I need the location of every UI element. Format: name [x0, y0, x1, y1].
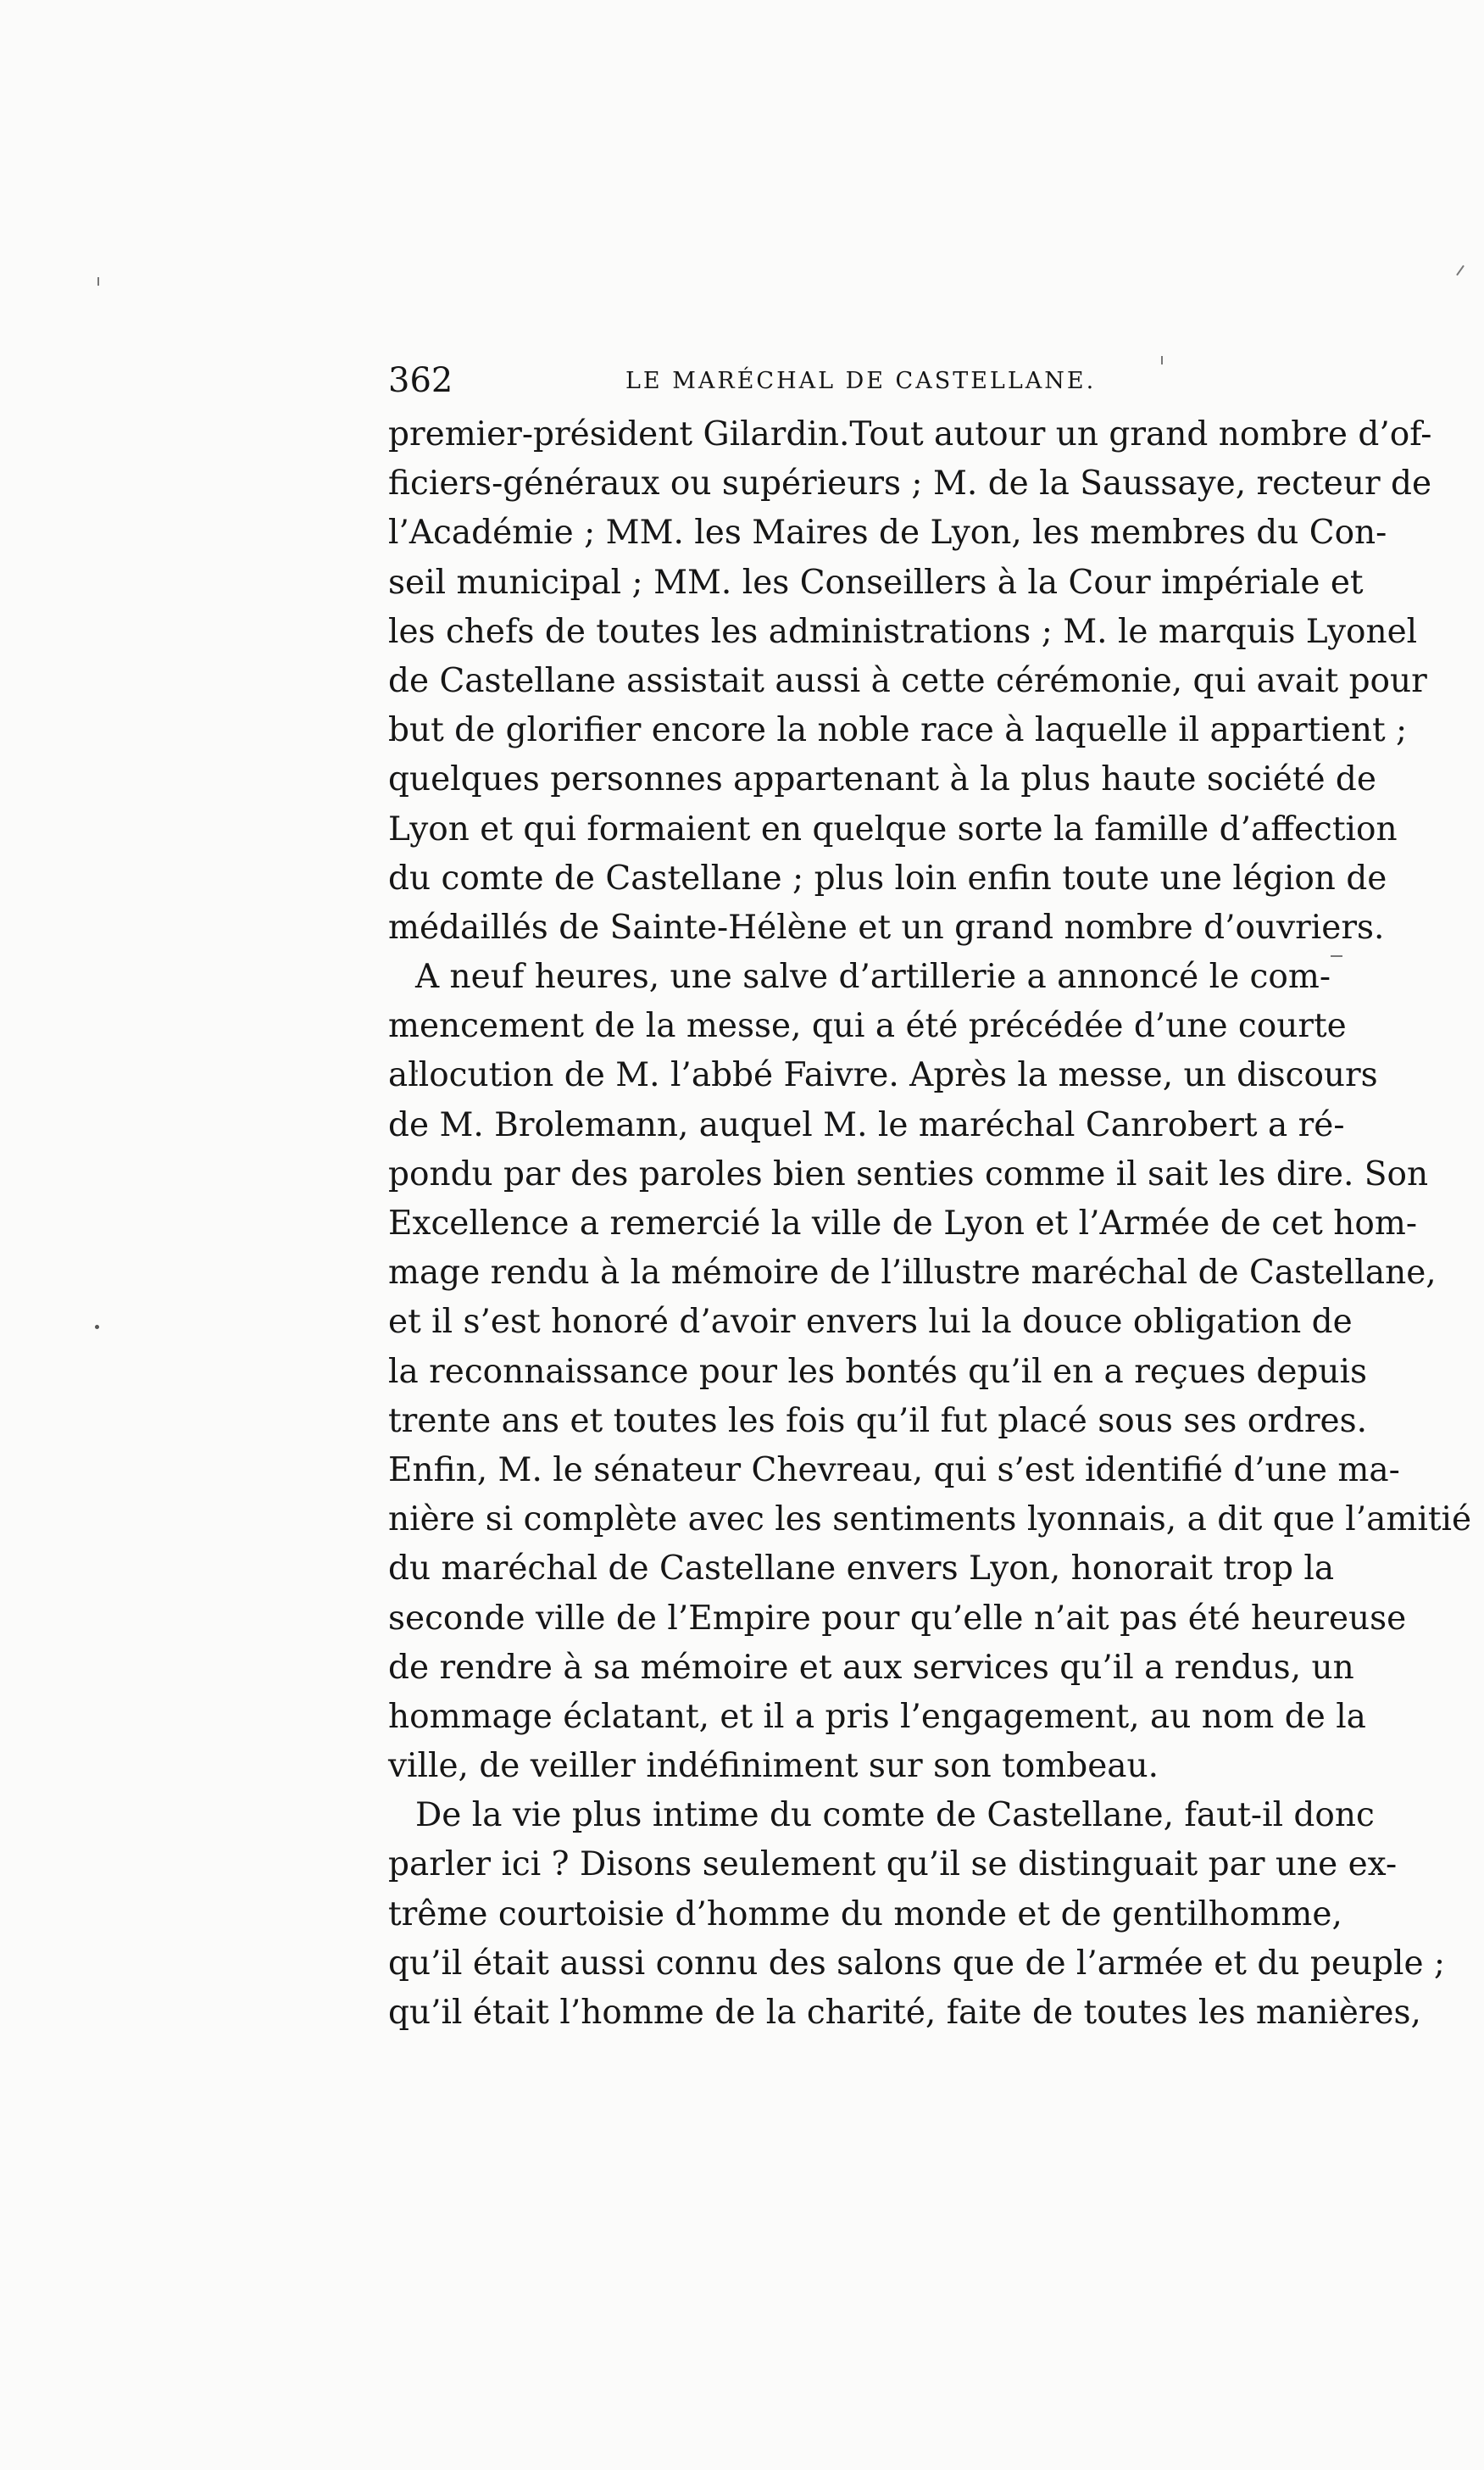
text-line: Lyon et qui formaient en quelque sorte la famille d’affection [388, 809, 1398, 848]
paragraph [388, 410, 1432, 953]
text-line: trême courtoisie d’homme du monde et de gentilhomme, [388, 1894, 1342, 1933]
text-line: et il s’est honoré d’avoir envers lui la douce obligation de [388, 1303, 1353, 1342]
text-line: but de glorifier encore la noble race à laquelle il appartient ; [388, 711, 1408, 750]
body-text [388, 410, 1472, 2038]
text-line: parler ici ? Disons seulement qu’il se distinguait par une ex- [388, 1845, 1398, 1884]
scan-mark [1331, 955, 1342, 957]
text-line: pondu par des paroles bien senties comme il sait les dire. Son [388, 1154, 1429, 1193]
text-line: quelques personnes appartenant à la plus haute société de [388, 760, 1376, 799]
text-line: qu’il était l’homme de la charité, faite de toutes les manières, [388, 1994, 1421, 2032]
text-line: qu’il était aussi connu des salons que de l’armée et du peuple ; [388, 1944, 1446, 1983]
text-line: mage rendu à la mémoire de l’illustre maréchal de Castellane, [388, 1254, 1437, 1293]
scan-mark [1456, 265, 1465, 276]
text-line: les chefs de toutes les administrations ; M. le marquis Lyonel [388, 612, 1418, 651]
scan-speck [95, 1325, 99, 1329]
text-line: la reconnaissance pour les bontés qu’il en a reçues depuis [388, 1352, 1367, 1391]
paragraph [388, 1791, 1446, 2038]
text-line: de rendre à sa mémoire et aux services qu’il a rendus, un [388, 1648, 1354, 1687]
paragraph [388, 953, 1472, 1791]
text-line: A neuf heures, une salve d’artillerie a annoncé le com- [415, 958, 1331, 997]
text-line: trente ans et toutes les fois qu’il fut placé sous ses ordres. [388, 1401, 1367, 1440]
text-line: Enfin, M. le sénateur Chevreau, qui s’est identifié d’une ma- [388, 1450, 1400, 1489]
text-line: Excellence a remercié la ville de Lyon et l’Armée de cet hom- [388, 1204, 1418, 1243]
text-line: De la vie plus intime du comte de Castellane, faut-il donc [415, 1796, 1375, 1835]
text-line: ficiers-généraux ou supérieurs ; M. de la Saussaye, recteur de [388, 465, 1432, 503]
page-text-block [388, 356, 1472, 2038]
text-line: du maréchal de Castellane envers Lyon, honorait trop la [388, 1549, 1335, 1588]
text-line: nière si complète avec les sentiments lyonnais, a dit que l’amitié [388, 1500, 1472, 1539]
text-line: seil municipal ; MM. les Conseillers à la Cour impériale et [388, 563, 1364, 602]
text-line: ville, de veiller indéfiniment sur son tombeau. [388, 1747, 1159, 1786]
text-line: mencement de la messe, qui a été précédée d’une courte [388, 1007, 1347, 1046]
text-line: de Castellane assistait aussi à cette cérémonie, qui avait pour [388, 661, 1427, 700]
text-line: premier-président Gilardin.Tout autour un grand nombre d’of- [388, 415, 1432, 453]
page-header [388, 356, 1303, 410]
text-line: allocution de M. l’abbé Faivre. Après la messe, un discours [388, 1056, 1378, 1095]
text-line: médaillés de Sainte-Hélène et un grand nombre d’ouvriers. [388, 908, 1385, 947]
page-number: 362 [388, 361, 453, 400]
text-line: du comte de Castellane ; plus loin enfin toute une légion de [388, 859, 1387, 898]
text-line: hommage éclatant, et il a pris l’engagement, au nom de la [388, 1697, 1366, 1736]
running-head: LE MARÉCHAL DE CASTELLANE. [625, 368, 1097, 394]
text-line: l’Académie ; MM. les Maires de Lyon, les membres du Con- [388, 514, 1387, 553]
text-line: de M. Brolemann, auquel M. le maréchal Canrobert a ré- [388, 1105, 1345, 1144]
scan-mark [97, 277, 99, 286]
text-line: seconde ville de l’Empire pour qu’elle n’ait pas été heureuse [388, 1599, 1407, 1638]
